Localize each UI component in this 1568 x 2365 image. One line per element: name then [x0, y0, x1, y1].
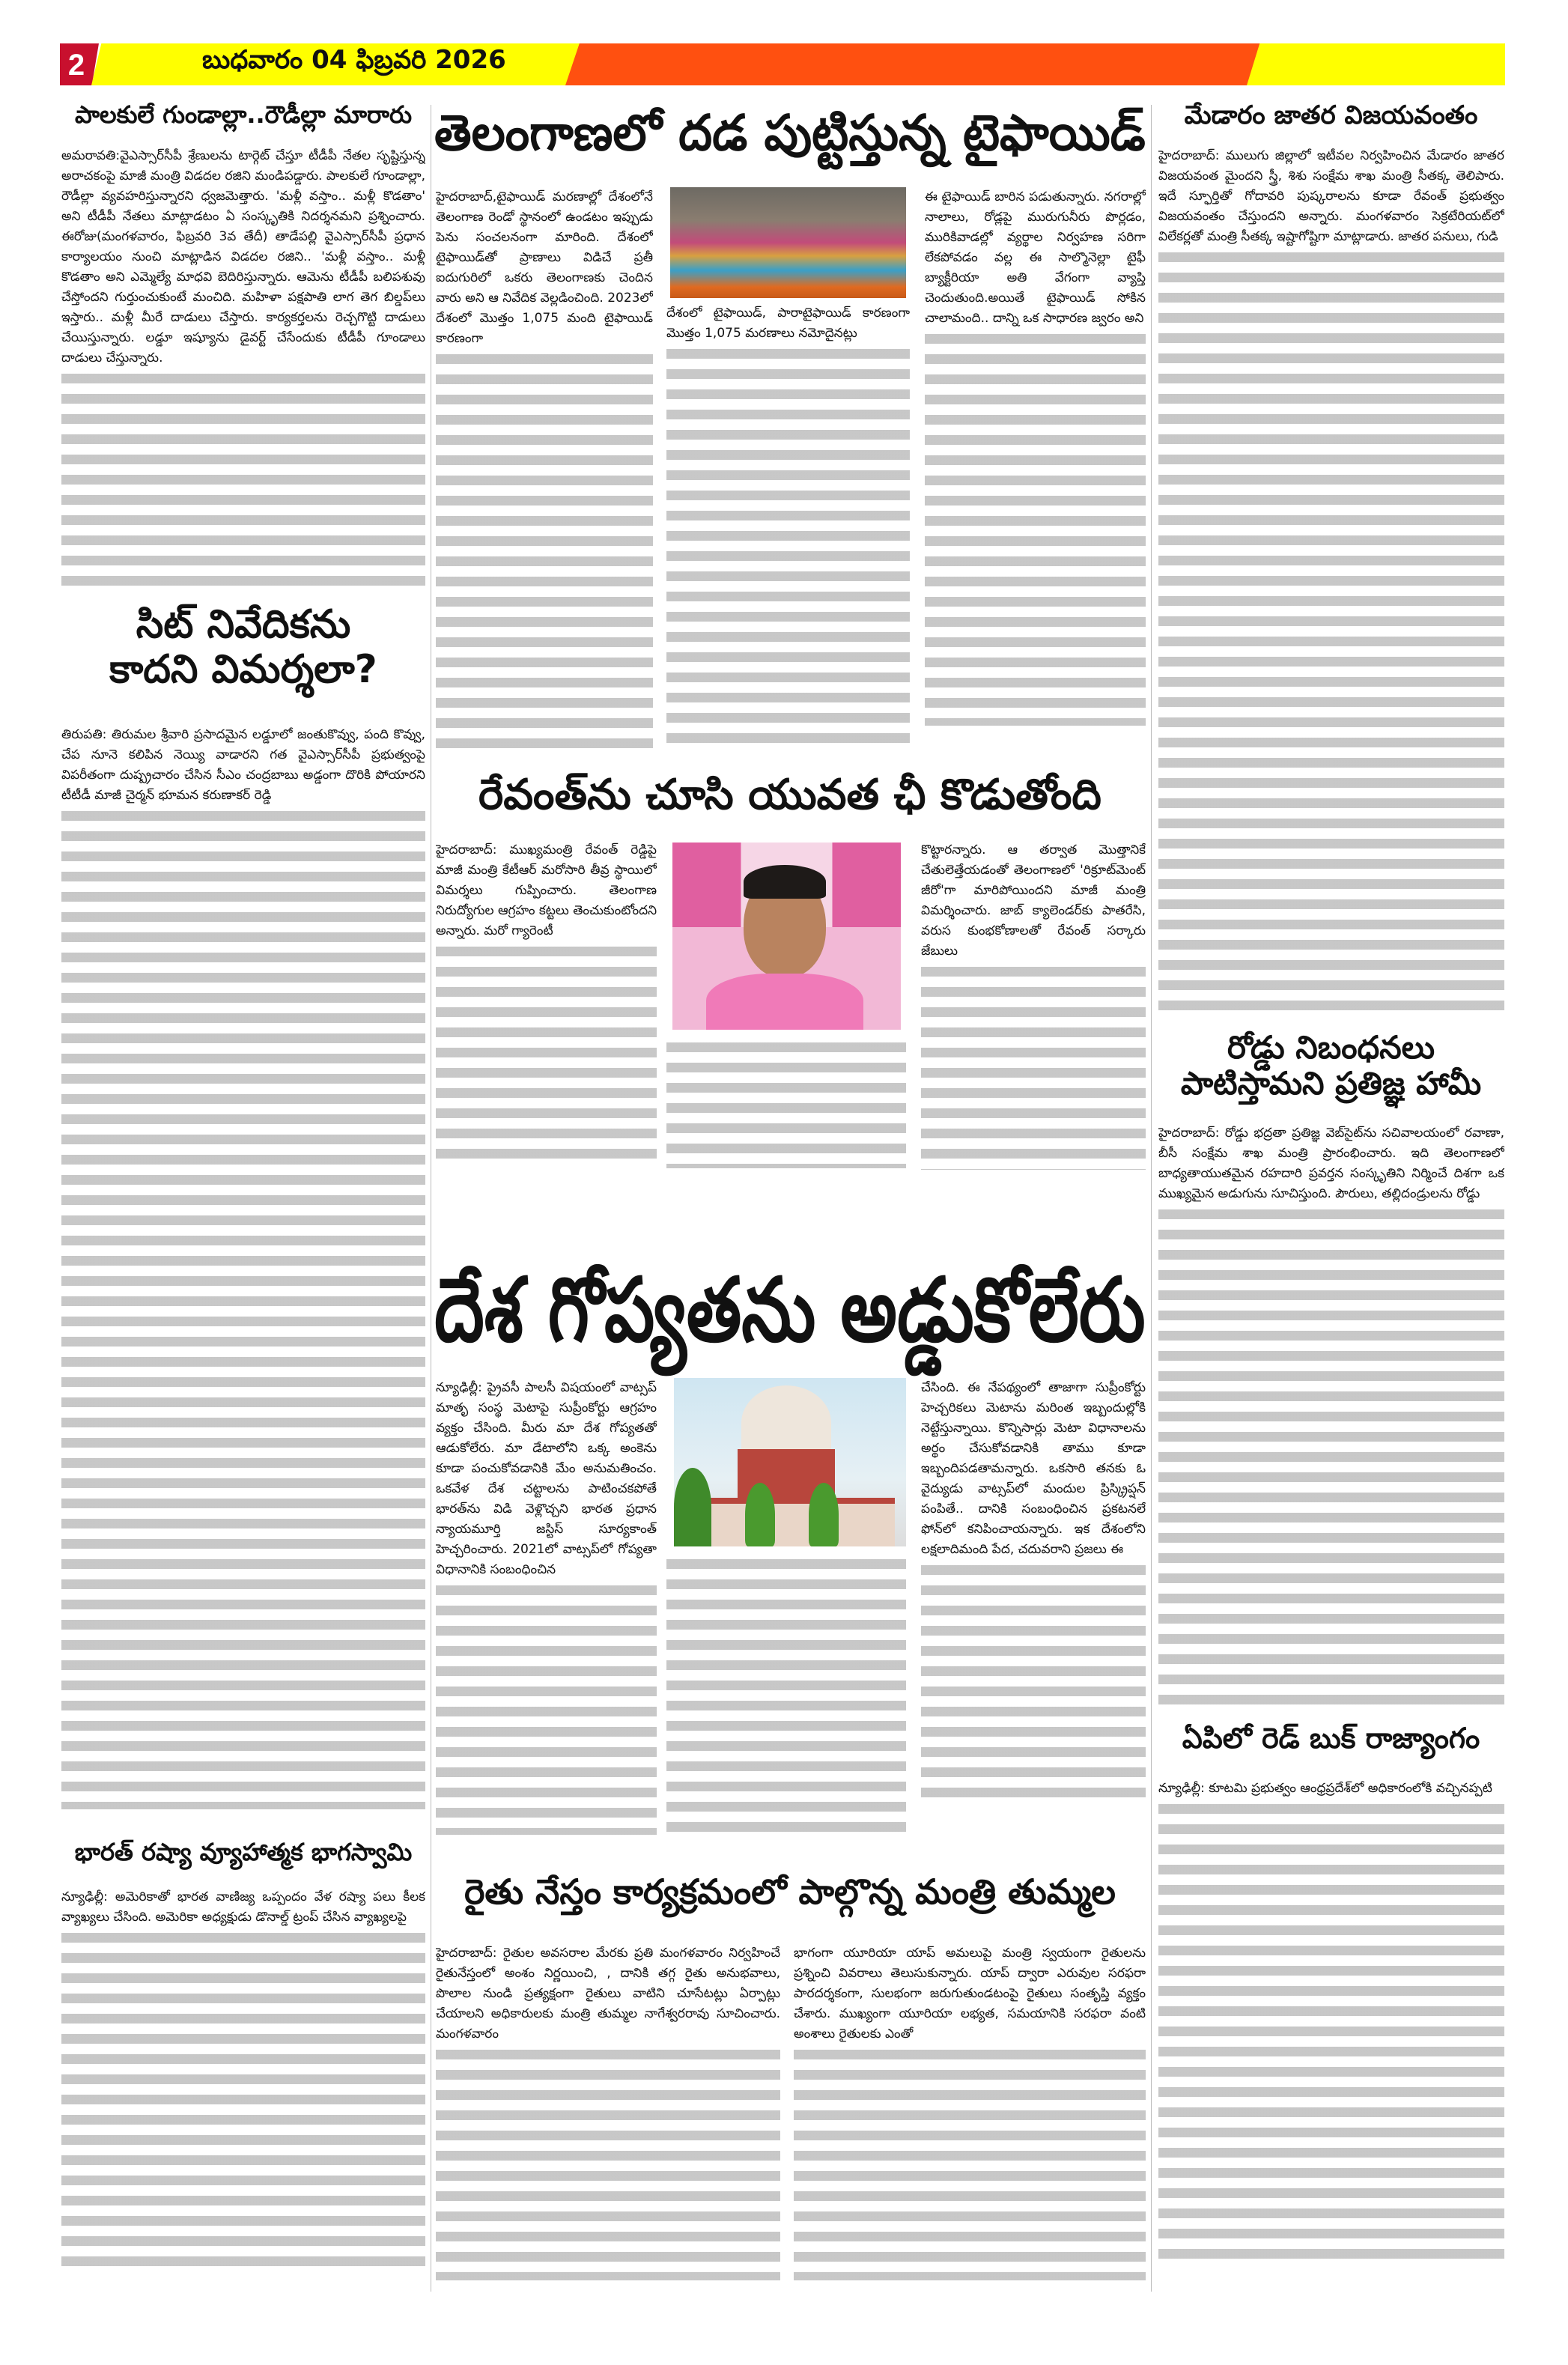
issue-date: బుధవారం 04 ఫిబ్రవరి 2026: [202, 45, 506, 75]
article-text: హైదరాబాద్: రైతుల అవసరాల మేరకు ప్రతి మంగళవారం నిర్వహించే రైతునేస్తంలో అంశం నిర్ణయించి, , దానికి తగ్గ రైతు అనుభవాలు, పొలాల నుండి ప్రత్యక్షంగా రైతులు వాటిని చూసేటట్లు ఏర్పాట్లు చేయాలని అధికారులకు మంత్రి తుమ్మల నాగేశ్వరరావు సూచించారు. మంగళవారం: [436, 1946, 780, 2041]
article-text-continued: [921, 962, 1146, 1170]
article-text: హైదరాబాద్: ములుగు జిల్లాలో ఇటీవల నిర్వహించిన మేడారం జాతర విజయవంత మైందని స్త్రీ, శిశు సంక్షేమ శాఖ మంత్రి సీతక్క తెలిపారు. ఇదే స్ఫూర్తితో గోదావరి పుష్కరాలను కూడా రేవంత్ ప్రభుత్వం విజయవంతం చేస్తుందని అన్నారు. మంగళవారం సెక్రటేరియట్‌లో విలేకర్లతో మంత్రి సీతక్క ఇష్టాగోష్టిగా మాట్లాడారు. జాతర పనులు, గుడి: [1158, 148, 1504, 244]
headline-revanth: రేవంత్‌ను చూసి యువత ఛీ కొడుతోంది: [478, 771, 1101, 819]
article-text-continued: [925, 329, 1146, 726]
article-text-continued: [61, 806, 425, 1809]
article-redbook-body: [1158, 1779, 1504, 2280]
article-privacy-col3: [921, 1378, 1146, 1842]
article-text-continued: [666, 344, 910, 748]
headline-sit: [60, 603, 427, 693]
article-text-continued: [1158, 1799, 1504, 2263]
article-text: ఈ టైఫాయిడ్ బారిన పడుతున్నారు. నగరాల్లో నాలాలు, రోడ్లపై మురుగునీరు పొర్లడం, మురికివాడల్లో వ్యర్థాల నిర్వహణ సరిగా లేకపోవడం వల్ల ఈ సాల్మొనెల్లా టైఫీ బ్యాక్టీరియా అతి వేగంగా వ్యాప్తి చెందుతుంది.అయితే టైఫాయిడ్ సోకిన చాలామంది.. దాన్ని ఒక సాధారణ జ్వరం అని: [925, 189, 1146, 326]
article-text: న్యూఢిల్లీ: అమెరికాతో భారత వాణిజ్య ఒప్పందం వేళ రష్యా పలు కీలక వ్యాఖ్యలు చేసింది. అమెరికా అధ్యక్షుడు డొనాల్డ్ ట్రంప్ చేసిన వ్యాఖ్యలపై: [61, 1889, 425, 1925]
headline-line: సిట్ నివేదికను: [136, 602, 351, 647]
article-road-body: [1158, 1123, 1504, 1715]
article-text-continued: [61, 368, 425, 592]
article-text-continued: [436, 349, 653, 753]
article-rythu-col2: [794, 1943, 1146, 2280]
page-number: 2: [67, 49, 85, 82]
article-text: హైదరాబాద్: రోడ్డు భద్రతా ప్రతిజ్ఞ వెబ్‌సైట్‌ను సచివాలయంలో రవాణా, బీసీ సంక్షేమ శాఖ మంత్రి ప్రారంభించారు. ఇది తెలంగాణలో బాధ్యతాయుతమైన రహదారి ప్రవర్తన సంస్కృతిని నిర్మించే దిశగా ఒక ముఖ్యమైన అడుగును సూచిస్తుంది. పౌరులు, తల్లిదండ్రులను రోడ్డు: [1158, 1126, 1504, 1201]
article-text: హైదరాబాద్,టైఫాయిడ్ మరణాల్లో దేశంలోనే తెలంగాణ రెండో స్థానంలో ఉండటం ఇప్పుడు పెను సంచలనంగా మారింది. దేశంలో టైఫాయిడ్‌తో ప్రాణాలు విడిచే ప్రతీ ఐదుగురిలో ఒకరు తెలంగాణకు చెందిన వారు అని ఆ నివేదిక వెల్లడించింది. 2023లో దేశంలో మొత్తం 1,075 మంది టైఫాయిడ్ కారణంగా: [436, 189, 653, 346]
article-typhoid-col2: [666, 303, 910, 756]
article-text: దేశంలో టైఫాయిడ్, పారాటైఫాయిడ్ కారణంగా మొత్తం 1,075 మరణాలు నమోదైనట్లు: [666, 306, 910, 341]
article-revanth-col2: [666, 1037, 906, 1168]
article-text-continued: [794, 2044, 1146, 2280]
article-revanth-col3: [921, 840, 1146, 1170]
article-text: హైదరాబాద్: ముఖ్యమంత్రి రేవంత్ రెడ్డిపై మాజీ మంత్రి కేటీఆర్ మరోసారి తీవ్ర స్థాయిలో విమర్శలు గుప్పించారు. తెలంగాణ నిరుద్యోగుల ఆగ్రహం కట్టలు తెంచుకుంటోందని అన్నారు. మరో గ్యారెంటీ: [436, 843, 657, 938]
article-text: అమరావతి:వైఎస్సార్‌సీపీ శ్రేణులను టార్గెట్ చేస్తూ టీడీపీ నేతల సృష్టిస్తున్న అరాచకంపై మాజీ మంత్రి విడదల రజిని మండిపడ్డారు. పాలకులే గూండాల్లా, రౌడీల్లా వ్యవహరిస్తున్నారని ధ్వజమెత్తారు. 'మళ్లీ వస్తాం.. మళ్లీ కొడతాం' అని టీడీపీ నేతలు మాట్లాడటం ఏ సంస్కృతికి నిదర్శనమని ప్రశ్నించారు. ఈరోజు(మంగళవారం, ఫిబ్రవరి 3వ తేదీ) తాడేపల్లి వైఎస్సార్‌సీపీ ప్రధాన కార్యాలయం నుంచి మాట్లాడిన విడదల రజిని.. 'మళ్లీ వస్తాం.. మళ్లీ కొడతాం అని ఎమ్మెల్యే మాధవి బెదిరిస్తున్నారు. ఆమెను టీడీపీ బలిపశువు చేస్తోందని గుర్తుంచుకుంటే మంచిది. మహిళా పక్షపాతి లాగ తెగ బిల్డప్‌లు ఇస్తారు.. మళ్లీ మీరే దాడులు చేస్తారు. కార్యకర్తలను రెచ్చగొట్టి దాడులు చేయిస్తున్నారు. లడ్డూ ఇష్యూను డైవర్ట్ చేసేందుకు టీడీపీ గూండాలు దాడులు చేస్తున్నారు.: [61, 148, 425, 365]
supreme-court-photo: [674, 1378, 906, 1546]
article-text: కొట్టారన్నారు. ఆ తర్వాత మొత్తానికే చేతులెత్తేయడంతో తెలంగాణలో 'రిక్రూట్‌మెంట్ జీరో'గా మారిపోయిందని మాజీ మంత్రి విమర్శించారు. జాబ్ క్యాలెండర్‌కు పాతరేసి, వరుస కుంభకోణాలతో రేవంత్ సర్కారు జేబులు: [921, 843, 1146, 959]
headline-road: [1157, 1030, 1505, 1102]
headline-redbook: ఏపిలో రెడ్ బుక్ రాజ్యాంగం: [1182, 1722, 1480, 1755]
headline-line: రోడ్డు నిబంధనలు: [1227, 1029, 1435, 1066]
article-sit-body: [61, 725, 425, 1811]
headline-palakule: పాలకులే గుండాల్లా..రౌడీల్లా మారారు: [74, 100, 413, 129]
article-text-continued: [1158, 247, 1504, 1018]
article-text: తిరుపతి: తిరుమల శ్రీవారి ప్రసాదమైన లడ్డూలో జంతుకొవ్వు, పంది కొవ్వు, చేప నూనె కలిపిన నెయ్యి వాడారని గత వైఎస్సార్‌సీపీ ప్రభుత్వంపై విపరీతంగా దుష్ప్రచారం చేసిన సీఎం చంద్రబాబు అడ్డంగా దొరికి పోయారని టీటీడీ మాజీ చైర్మన్ భూమన కరుణాకర్ రెడ్డి: [61, 727, 425, 803]
article-text-continued: [61, 1928, 425, 2272]
article-text-continued: [436, 1580, 657, 1835]
article-text-continued: [1158, 1204, 1504, 1713]
article-text-continued: [436, 2044, 780, 2280]
article-text-continued: [666, 1037, 906, 1168]
header-band-yellow-right: [1247, 43, 1505, 85]
article-text-continued: [666, 1554, 906, 1842]
article-privacy-col2: [666, 1554, 906, 1842]
article-palakule-body: [61, 146, 425, 592]
hospital-patients-photo: [670, 187, 906, 298]
article-rythu-col1: [436, 1943, 780, 2280]
article-russia-body: [61, 1887, 425, 2280]
article-text: న్యూఢిల్లీ: ప్రైవసీ పాలసీ విషయంలో వాట్సప్ మాతృ సంస్థ మెటాపై సుప్రీంకోర్టు ఆగ్రహం వ్యక్తం చేసింది. మీరు మా దేశ గోప్యతతో ఆడుకోలేరు. మా డేటాలోని ఒక్క అంకెను కూడా పంచుకోవడానికి మేం అనుమతించం. ఒకవేళ దేశ చట్టాలను పాటించకపోతే భారత్‌ను విడి వెళ్లొచ్చని భారత ప్రధాన న్యాయమూర్తి జస్టిస్ సూర్యకాంత్ హెచ్చరించారు. 2021లో వాట్సప్‌లో గోప్యతా విధానానికి సంబంధించిన: [436, 1380, 657, 1577]
header-band-orange: [565, 43, 1269, 85]
article-text: భాగంగా యూరియా యాప్ అమలుపై మంత్రి స్వయంగా రైతులను ప్రశ్నించి వివరాలు తెలుసుకున్నారు. యాప్ ద్వారా ఎరువుల సరఫరా పారదర్శకంగా, సులభంగా జరుగుతుండటంపై రైతులు సంతృప్తి వ్యక్తం చేశారు. ముఖ్యంగా యూరియా లభ్యత, సమయానికి సరఫరా వంటి అంశాలు రైతులకు ఎంతో: [794, 1946, 1146, 2041]
headline-typhoid: తెలంగాణలో దడ పుట్టిస్తున్న టైఫాయిడ్: [434, 104, 1146, 162]
headline-line: కాదని విమర్శలా?: [109, 646, 377, 692]
headline-line: పాటిస్తామని ప్రతిజ్ఞ హామీ: [1180, 1065, 1482, 1102]
article-text-continued: [921, 1560, 1146, 1807]
headline-medaram: మేడారం జాతర విజయవంతం: [1184, 100, 1478, 130]
article-typhoid-col3: [925, 187, 1146, 756]
ktr-photo: [672, 843, 901, 1030]
headline-rythu: రైతు నేస్తం కార్యక్రమంలో పాల్గొన్న మంత్రి తుమ్మల: [464, 1871, 1116, 1912]
article-text: న్యూఢిల్లీ: కూటమి ప్రభుత్వం ఆంధ్రప్రదేశ్‌లో అధికారంలోకి వచ్చినప్పటి: [1158, 1781, 1492, 1796]
article-text-continued: [436, 941, 657, 1159]
column-divider: [1151, 105, 1152, 2292]
headline-privacy: దేశ గోప్యతను అడ్డుకోలేరు: [434, 1258, 1146, 1361]
article-privacy-col1: [436, 1378, 657, 1842]
article-revanth-col1: [436, 840, 657, 1170]
headline-russia: భారత్ రష్యా వ్యూహాత్మక భాగస్వామి: [74, 1838, 413, 1866]
article-text: చేసింది. ఈ నేపథ్యంలో తాజాగా సుప్రీంకోర్టు హెచ్చరికలు మెటాను మరింత ఇబ్బందుల్లోకి నెట్టేస్తున్నాయి. కొన్నిసార్లు మెటా విధానాలను అర్థం చేసుకోవడానికి తాము కూడా ఇబ్బందిపడతామన్నారు. ఒకసారి తనకు ఓ వైద్యుడు వాట్సప్‌లో మందుల ప్రిస్క్రిప్షన్ పంపితే.. దానికి సంబంధించిన ప్రకటనలే ఫోన్‌లో కనిపించాయన్నారు. ఇక దేశంలోని లక్షలాదిమంది పేద, చదువరాని ప్రజలు ఈ: [921, 1380, 1146, 1557]
article-medaram-body: [1158, 146, 1504, 1018]
article-typhoid-col1: [436, 187, 653, 756]
